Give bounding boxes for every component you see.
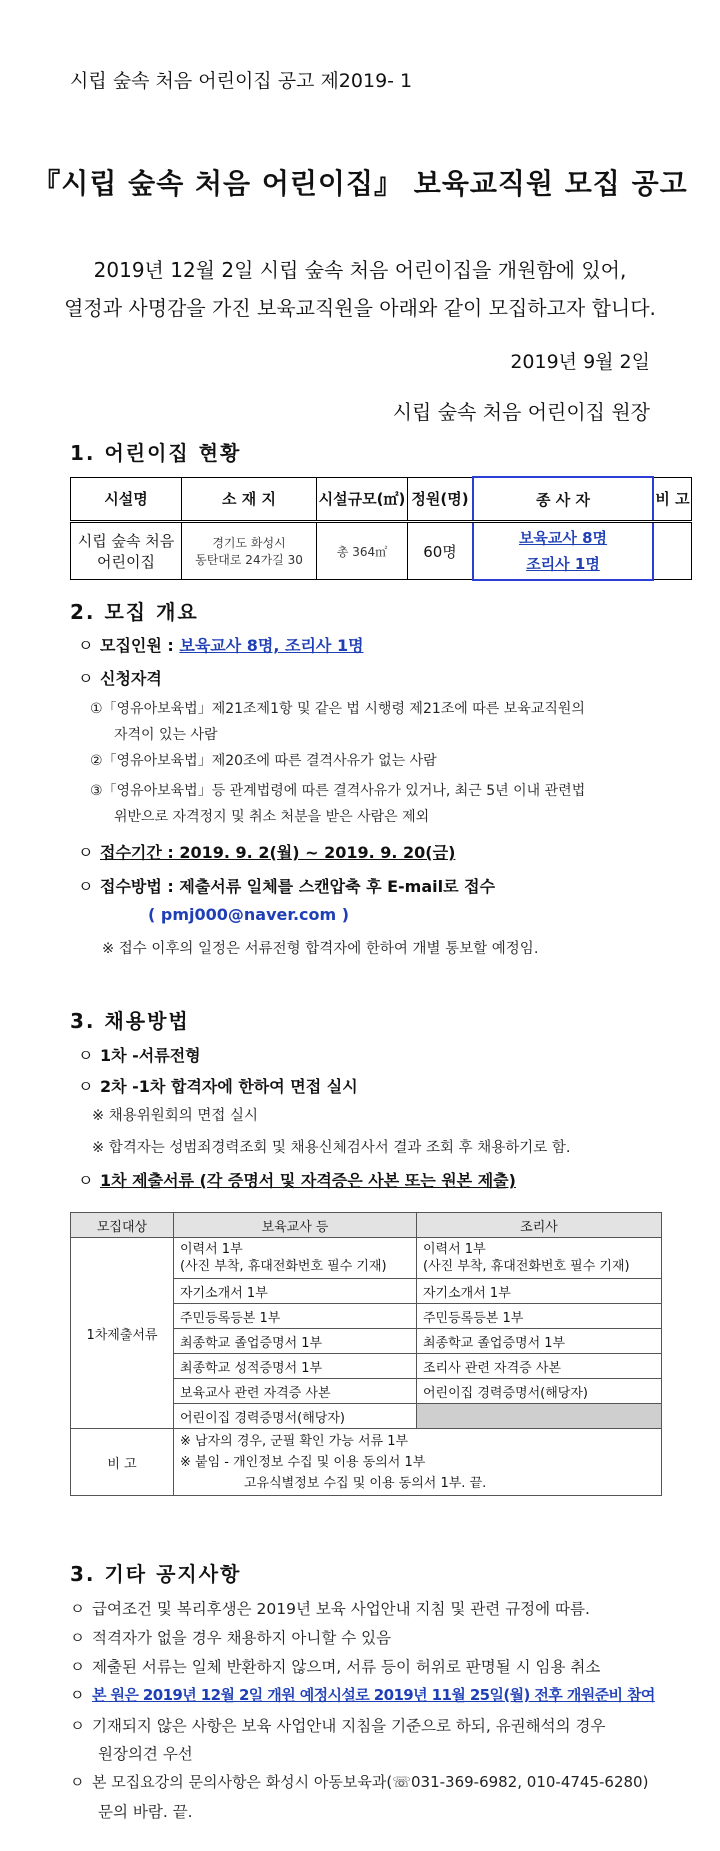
method-note: ※ 접수 이후의 일정은 서류전형 합격자에 한하여 개별 통보할 예정임.	[102, 941, 539, 957]
table-cell: 어린이집 경력증명서(해당자)	[174, 1404, 417, 1429]
table-cell: 어린이집 경력증명서(해당자)	[417, 1379, 662, 1404]
section4-heading: 3. 기타 공지사항	[70, 1562, 242, 1586]
section3-heading: 3. 채용방법	[70, 1009, 190, 1033]
facility-size: 총 364㎡	[317, 522, 408, 580]
step-note-1: ※ 채용위원회의 면접 실시	[92, 1108, 259, 1124]
docs-label: ㅇ 1차 제출서류 (각 증명서 및 자격증은 사본 또는 원본 제출)	[78, 1171, 516, 1190]
facility-name: 시립 숲속 처음 어린이집	[71, 522, 182, 580]
qualification-item-3: ③「영유아보육법」등 관계법령에 따른 결격사유가 있거나, 최근 5년 이내 관련법 위반으로 자격정지 및 취소 처분을 받은 사람은 제외	[90, 783, 586, 825]
signer: 시립 숲속 처음 어린이집 원장	[392, 400, 650, 424]
col-header: 비 고	[653, 477, 692, 522]
qualification-item-2: ②「영유아보육법」제20조에 따른 결격사유가 없는 사람	[90, 753, 437, 769]
facility-table	[70, 476, 692, 581]
step-2: ㅇ 2차 -1차 합격자에 한하여 면접 실시	[78, 1077, 358, 1096]
col-header: 조리사	[417, 1213, 662, 1238]
facility-capacity: 60명	[408, 522, 474, 580]
col-header: 시설규모(㎡)	[317, 477, 408, 522]
table-cell: 조리사 관련 자격증 사본	[417, 1354, 662, 1379]
notice-number: 시립 숲속 처음 어린이집 공고 제2019- 1	[70, 70, 413, 92]
table-cell: 이력서 1부 (사진 부착, 휴대전화번호 필수 기재)	[174, 1238, 417, 1279]
notice-item: ㅇ 급여조건 및 복리후생은 2019년 보육 사업안내 지침 및 관련 규정에 따름.	[70, 1600, 590, 1618]
notice-item: ㅇ 제출된 서류는 일체 반환하지 않으며, 서류 등이 허위로 판명될 시 임용 취소	[70, 1658, 601, 1676]
table-cell: 자기소개서 1부	[417, 1279, 662, 1304]
intro-line-2: 열정과 사명감을 가진 보육교직원을 아래와 같이 모집하고자 합니다.	[64, 296, 656, 320]
table-cell: 이력서 1부 (사진 부착, 휴대전화번호 필수 기재)	[417, 1238, 662, 1279]
table-cell: 주민등록등본 1부	[417, 1304, 662, 1329]
notice-date: 2019년 9월 2일	[510, 351, 650, 373]
table-cell: 자기소개서 1부	[174, 1279, 417, 1304]
col-header: 소 재 지	[182, 477, 317, 522]
notice-item-highlight: ㅇ 본 원은 2019년 12월 2일 개원 예정시설로 2019년 11월 25일(월) 전후 개원준비 참여	[70, 1686, 655, 1704]
empty-cell	[417, 1404, 662, 1429]
qualification-item-1: ①「영유아보육법」제21조제1항 및 같은 법 시행령 제21조에 따른 보육교직원의 자격이 있는 사람	[90, 701, 585, 743]
notice-item: ㅇ 본 모집요강의 문의사항은 화성시 아동보육과(☏031-369-6982, 010-4745-6280)	[70, 1773, 649, 1791]
step-note-2: ※ 합격자는 성범죄경력조회 및 채용신체검사서 결과 조회 후 채용하기로 함.	[92, 1140, 571, 1156]
contact-email[interactable]: ( pmj000@naver.com )	[148, 905, 350, 924]
remarks: ※ 남자의 경우, 군필 확인 가능 서류 1부 ※ 붙임 - 개인정보 수집 및 이용 동의서 1부 고유식별정보 수집 및 이용 동의서 1부. 끝.	[174, 1429, 662, 1496]
facility-address: 경기도 화성시 동탄대로 24가길 30	[182, 522, 317, 580]
table-cell: 보육교사 관련 자격증 사본	[174, 1379, 417, 1404]
application-method: ㅇ 접수방법 : 제출서류 일체를 스캔압축 후 E-mail로 접수	[78, 877, 496, 896]
remark-label: 비 고	[71, 1429, 174, 1496]
notice-item-cont: 문의 바람. 끝.	[98, 1803, 193, 1821]
table-cell: 최종학교 졸업증명서 1부	[417, 1329, 662, 1354]
table-cell: 최종학교 졸업증명서 1부	[174, 1329, 417, 1354]
page-title: 『시립 숲속 처음 어린이집』 보육교직원 모집 공고	[32, 167, 688, 200]
col-header: 시설명	[71, 477, 182, 522]
facility-staff: 보육교사 8명 조리사 1명	[473, 522, 653, 580]
section2-heading: 2. 모집 개요	[70, 600, 199, 624]
intro-line-1: 2019년 12월 2일 시립 숲속 처음 어린이집을 개원함에 있어,	[93, 258, 627, 282]
notice-item-cont: 원장의견 우선	[98, 1745, 193, 1763]
facility-note	[653, 522, 692, 580]
recruit-count: ㅇ 모집인원 : 보육교사 8명, 조리사 1명	[78, 636, 364, 655]
table-cell: 최종학교 성적증명서 1부	[174, 1354, 417, 1379]
documents-table	[70, 1212, 662, 1496]
section1-heading: 1. 어린이집 현황	[70, 441, 242, 465]
col-header: 보육교사 등	[174, 1213, 417, 1238]
table-cell: 주민등록등본 1부	[174, 1304, 417, 1329]
notice-item: ㅇ 기재되지 않은 사항은 보육 사업안내 지침을 기준으로 하되, 유권해석의 경우	[70, 1717, 606, 1735]
col-header: 모집대상	[71, 1213, 174, 1238]
notice-item: ㅇ 적격자가 없을 경우 채용하지 아니할 수 있음	[70, 1629, 392, 1647]
group-label: 1차제출서류	[71, 1238, 174, 1429]
qualification-label: ㅇ 신청자격	[78, 669, 162, 688]
step-1: ㅇ 1차 -서류전형	[78, 1046, 201, 1065]
col-header: 종 사 자	[473, 477, 653, 522]
col-header: 정원(명)	[408, 477, 474, 522]
application-period: ㅇ 접수기간 : 2019. 9. 2(월) ~ 2019. 9. 20(금)	[78, 843, 456, 862]
